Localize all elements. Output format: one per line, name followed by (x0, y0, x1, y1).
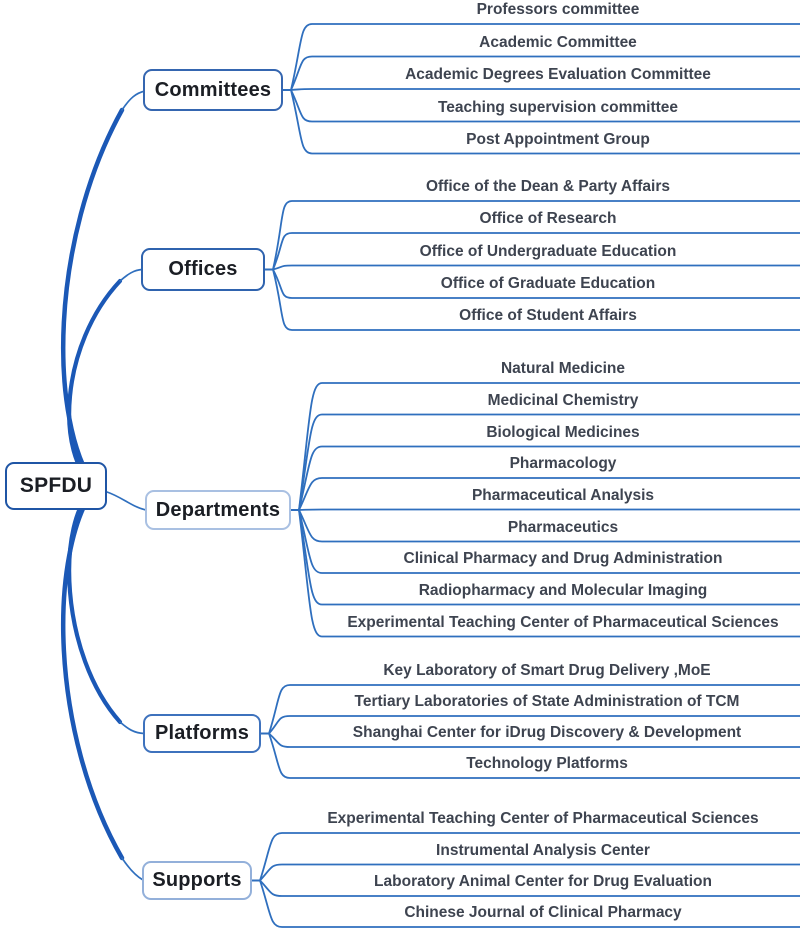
trunk-tail-platforms (120, 722, 144, 734)
branch-node-label: Platforms (154, 722, 250, 744)
leaf-line-departments-5 (291, 510, 800, 542)
leaf-line-committees-3 (283, 90, 800, 122)
leaf-line-offices-0 (265, 201, 800, 270)
leaf-node-label: Chinese Journal of Clinical Pharmacy (404, 904, 682, 921)
leaf-line-supports-1 (252, 865, 800, 881)
leaf-line-offices-1 (265, 233, 800, 270)
leaf-line-supports-3 (252, 881, 800, 928)
leaf-line-departments-4 (291, 510, 800, 511)
leaf-node-label: Pharmacology (509, 455, 617, 472)
trunk-tail-offices (120, 270, 142, 282)
trunk-tail-committees (122, 91, 145, 110)
leaf-node-label: Academic Committee (479, 33, 637, 51)
branch-node-label: Supports (152, 869, 242, 891)
leaf-node-label: Radiopharmacy and Molecular Imaging (418, 581, 708, 599)
leaf-node-label: Professors committee (476, 1, 640, 18)
leaf-node-label: Office of Undergraduate Education (419, 242, 677, 260)
leaf-node-label: Experimental Teaching Center of Pharmaceutical Sciences (327, 810, 759, 827)
leaf-line-platforms-2 (261, 734, 800, 748)
leaf-node-label: Office of Student Affairs (459, 307, 637, 324)
trunk-tail-departments (107, 492, 146, 510)
leaf-node-label: Clinical Pharmacy and Drug Administration (403, 550, 723, 567)
leaf-node-label: Biological Medicines (486, 423, 640, 441)
leaf-line-departments-7 (291, 510, 800, 605)
leaf-node-label: Experimental Teaching Center of Pharmaceutical Sciences (347, 613, 779, 631)
leaf-node-label: Office of Research (479, 210, 617, 227)
branch-node-label: Committees (154, 78, 272, 101)
leaf-node-label: Instrumental Analysis Center (436, 841, 650, 859)
leaf-line-offices-4 (265, 270, 800, 331)
leaf-line-committees-1 (283, 57, 800, 91)
leaf-node-label: Teaching supervision committee (437, 98, 679, 116)
leaf-line-platforms-3 (261, 734, 800, 779)
leaf-line-platforms-1 (261, 716, 800, 734)
leaf-line-supports-0 (252, 833, 800, 881)
leaf-node-label: Pharmaceutics (507, 518, 619, 536)
trunk-curve-supports (63, 487, 122, 858)
leaf-line-departments-1 (291, 415, 800, 511)
branch-node-label: Offices (168, 258, 238, 280)
leaf-line-offices-2 (265, 266, 800, 270)
leaf-node-label: Tertiary Laboratories of State Administration of TCM (354, 693, 740, 710)
leaf-node-label: Office of Graduate Education (440, 275, 656, 292)
leaf-line-committees-2 (283, 89, 800, 90)
leaf-node-label: Technology Platforms (466, 755, 628, 772)
leaf-line-supports-2 (252, 881, 800, 897)
leaf-node-label: Medicinal Chemistry (487, 391, 639, 409)
leaf-node-label: Laboratory Animal Center for Drug Evaluation (374, 873, 712, 890)
leaf-line-departments-3 (291, 478, 800, 510)
trunk-curve-offices (69, 281, 120, 487)
branch-node-label: Departments (155, 498, 281, 521)
leaf-node-label: Post Appointment Group (466, 130, 650, 148)
leaf-node-label: Academic Degrees Evaluation Committee (405, 66, 711, 83)
leaf-node-label: Pharmaceutical Analysis (471, 486, 655, 504)
leaf-line-offices-3 (265, 270, 800, 299)
leaf-node-label: Natural Medicine (500, 360, 626, 377)
leaf-node-label: Shanghai Center for iDrug Discovery & Development (352, 724, 742, 741)
root-node-label: SPFDU (19, 474, 93, 497)
leaf-line-platforms-0 (261, 685, 800, 734)
leaf-node-label: Key Laboratory of Smart Drug Delivery ,MoE (383, 662, 711, 679)
leaf-node-label: Office of the Dean & Party Affairs (425, 178, 671, 195)
trunk-tail-supports (122, 858, 143, 880)
